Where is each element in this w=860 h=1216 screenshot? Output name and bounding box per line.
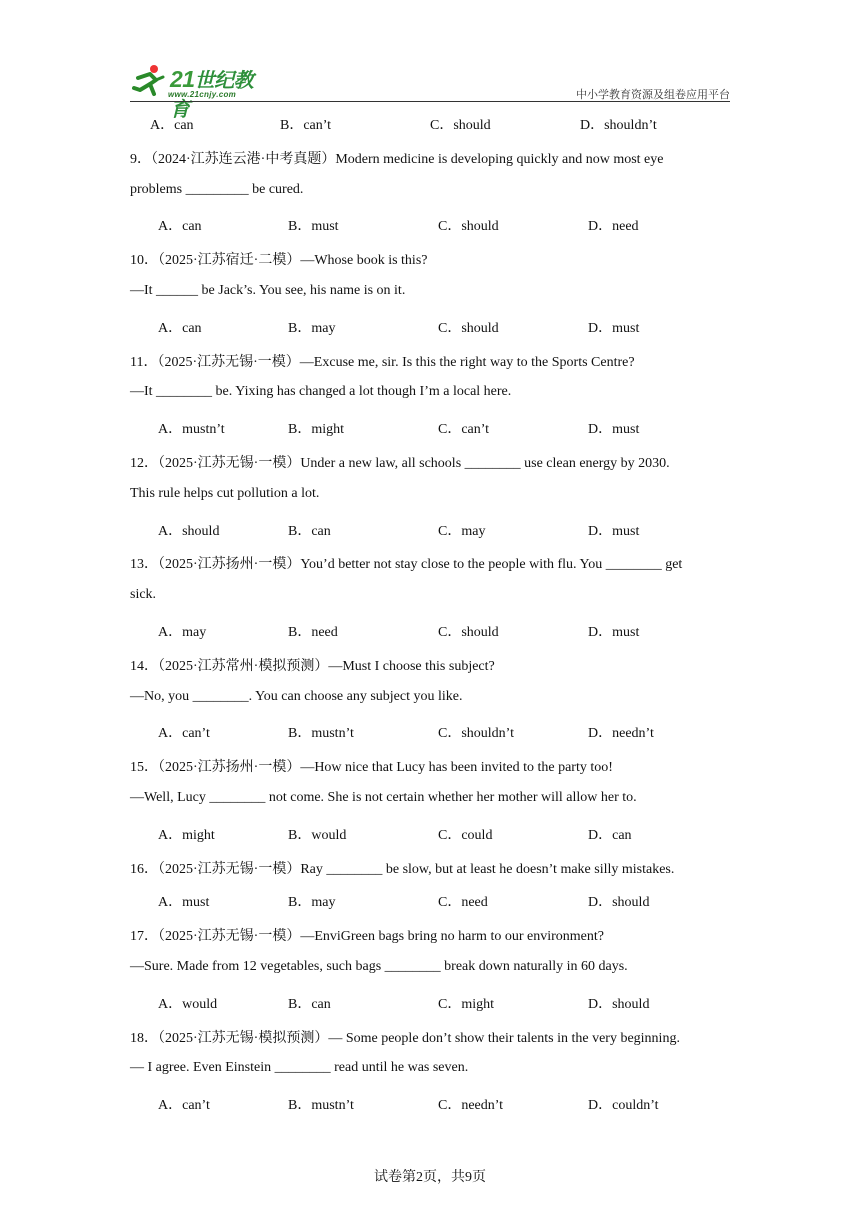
logo	[130, 62, 270, 121]
question-line: —No, you ________. You can choose any subject you like.	[130, 688, 463, 704]
option-a: A．can	[150, 118, 194, 133]
options-row	[0, 891, 860, 909]
option-a: A．might	[158, 827, 215, 843]
options-row	[0, 722, 860, 740]
question-stem: 17．（2025·江苏无锡·一模）—EnviGreen bags bring no harm to our environment?	[130, 929, 604, 945]
option-b: B．mustn’t	[288, 726, 354, 742]
option-b: B．can	[288, 523, 331, 539]
logo-name: 世纪教育	[170, 70, 254, 121]
options-row	[0, 215, 860, 233]
option-b: B．can	[288, 996, 331, 1012]
question-stem: 12．（2025·江苏无锡·一模）Under a new law, all schools ________ use clean energy by 2030.	[130, 456, 670, 471]
option-c: C．shouldn’t	[438, 726, 514, 742]
platform-tagline: 中小学教育资源及组卷应用平台	[576, 88, 730, 101]
question-stem: 13．（2025·江苏扬州·一模）You’d better not stay close to the people with flu. You ________ get	[130, 557, 683, 573]
question-stem: 10．（2025·江苏宿迁·二模）—Whose book is this?	[130, 253, 428, 269]
question-line: —Sure. Made from 12 vegetables, such bags ________ break down naturally in 60 days.	[130, 959, 628, 974]
option-a: A．can’t	[158, 1098, 210, 1114]
option-a: A．should	[158, 523, 220, 539]
option-b: B．may	[288, 895, 336, 911]
option-a: A．can	[158, 219, 202, 235]
option-a: A．may	[158, 625, 207, 640]
option-d: D．must	[588, 523, 640, 539]
option-d: D．couldn’t	[588, 1098, 659, 1114]
option-b: B．would	[288, 827, 347, 843]
option-b: B．may	[288, 320, 336, 336]
question-stem: 14．（2025·江苏常州·模拟预测）—Must I choose this subject?	[130, 658, 495, 674]
option-c: C．can’t	[438, 422, 490, 438]
option-d: D．must	[588, 320, 640, 336]
options-row	[0, 520, 860, 538]
question-stem: 18．（2025·江苏无锡·模拟预测）— Some people don’t show their talents in the very beginning.	[130, 1030, 680, 1046]
question-line: sick.	[130, 587, 157, 603]
question-line: —It ________ be. Yixing has changed a lot though I’m a local here.	[130, 384, 512, 400]
page-header	[130, 60, 730, 121]
option-b: B．must	[288, 219, 339, 235]
logo-number: 21	[170, 66, 195, 92]
question-stem: 16．（2025·江苏无锡·一模）Ray ________ be slow, but at least he doesn’t make silly mistakes.	[130, 861, 675, 877]
options-row	[0, 317, 860, 335]
options-row	[0, 114, 860, 132]
question-stem: 11．（2025·江苏无锡·一模）—Excuse me, sir. Is this the right way to the Sports Centre?	[130, 354, 635, 370]
option-c: C．should	[438, 625, 499, 640]
options-row	[0, 621, 860, 639]
option-b: B．can’t	[280, 118, 332, 133]
question-line: —Well, Lucy ________ not come. She is not certain whether her mother will allow her to.	[130, 790, 637, 805]
header-rule	[130, 101, 730, 102]
options-row	[0, 1094, 860, 1112]
option-a: A．can’t	[158, 726, 210, 742]
option-d: D．must	[588, 625, 640, 640]
option-b: B．mustn’t	[288, 1098, 354, 1114]
option-a: A．would	[158, 996, 218, 1012]
option-c: C．needn’t	[438, 1098, 504, 1114]
option-d: D．must	[588, 422, 640, 438]
question-line: problems _________ be cured.	[130, 181, 304, 197]
logo-url: www.21cnjy.com	[168, 90, 237, 99]
question-line: —It ______ be Jack’s. You see, his name is on it.	[130, 283, 406, 298]
option-c: C．should	[438, 219, 499, 235]
options-row	[0, 418, 860, 436]
option-d: D．needn’t	[588, 726, 654, 742]
option-c: C．might	[438, 996, 495, 1012]
question-line: This rule helps cut pollution a lot.	[130, 485, 320, 501]
option-d: D．can	[588, 827, 632, 843]
option-a: A．mustn’t	[158, 422, 225, 438]
runner-logo-icon	[130, 64, 166, 98]
question-stem: 15．（2025·江苏扬州·一模）—How nice that Lucy has been invited to the party too!	[130, 760, 613, 776]
option-b: B．might	[288, 422, 345, 438]
page-footer: 试卷第2页，共9页	[374, 1170, 486, 1185]
option-d: D．should	[588, 895, 650, 911]
option-c: C．could	[438, 827, 493, 843]
options-row	[0, 824, 860, 842]
option-d: D．should	[588, 996, 650, 1012]
option-a: A．must	[158, 895, 210, 911]
option-a: A．can	[158, 320, 202, 336]
question-line: — I agree. Even Einstein ________ read until he was seven.	[130, 1060, 469, 1076]
option-d: D．need	[588, 219, 639, 235]
option-d: D．shouldn’t	[580, 118, 657, 133]
options-row	[0, 993, 860, 1011]
option-c: C．should	[430, 118, 491, 133]
question-stem: 9．（2024·江苏连云港·中考真题）Modern medicine is developing quickly and now most eye	[130, 151, 664, 167]
option-b: B．need	[288, 625, 338, 640]
option-c: C．need	[438, 895, 488, 911]
option-c: C．may	[438, 523, 486, 539]
option-c: C．should	[438, 320, 499, 336]
